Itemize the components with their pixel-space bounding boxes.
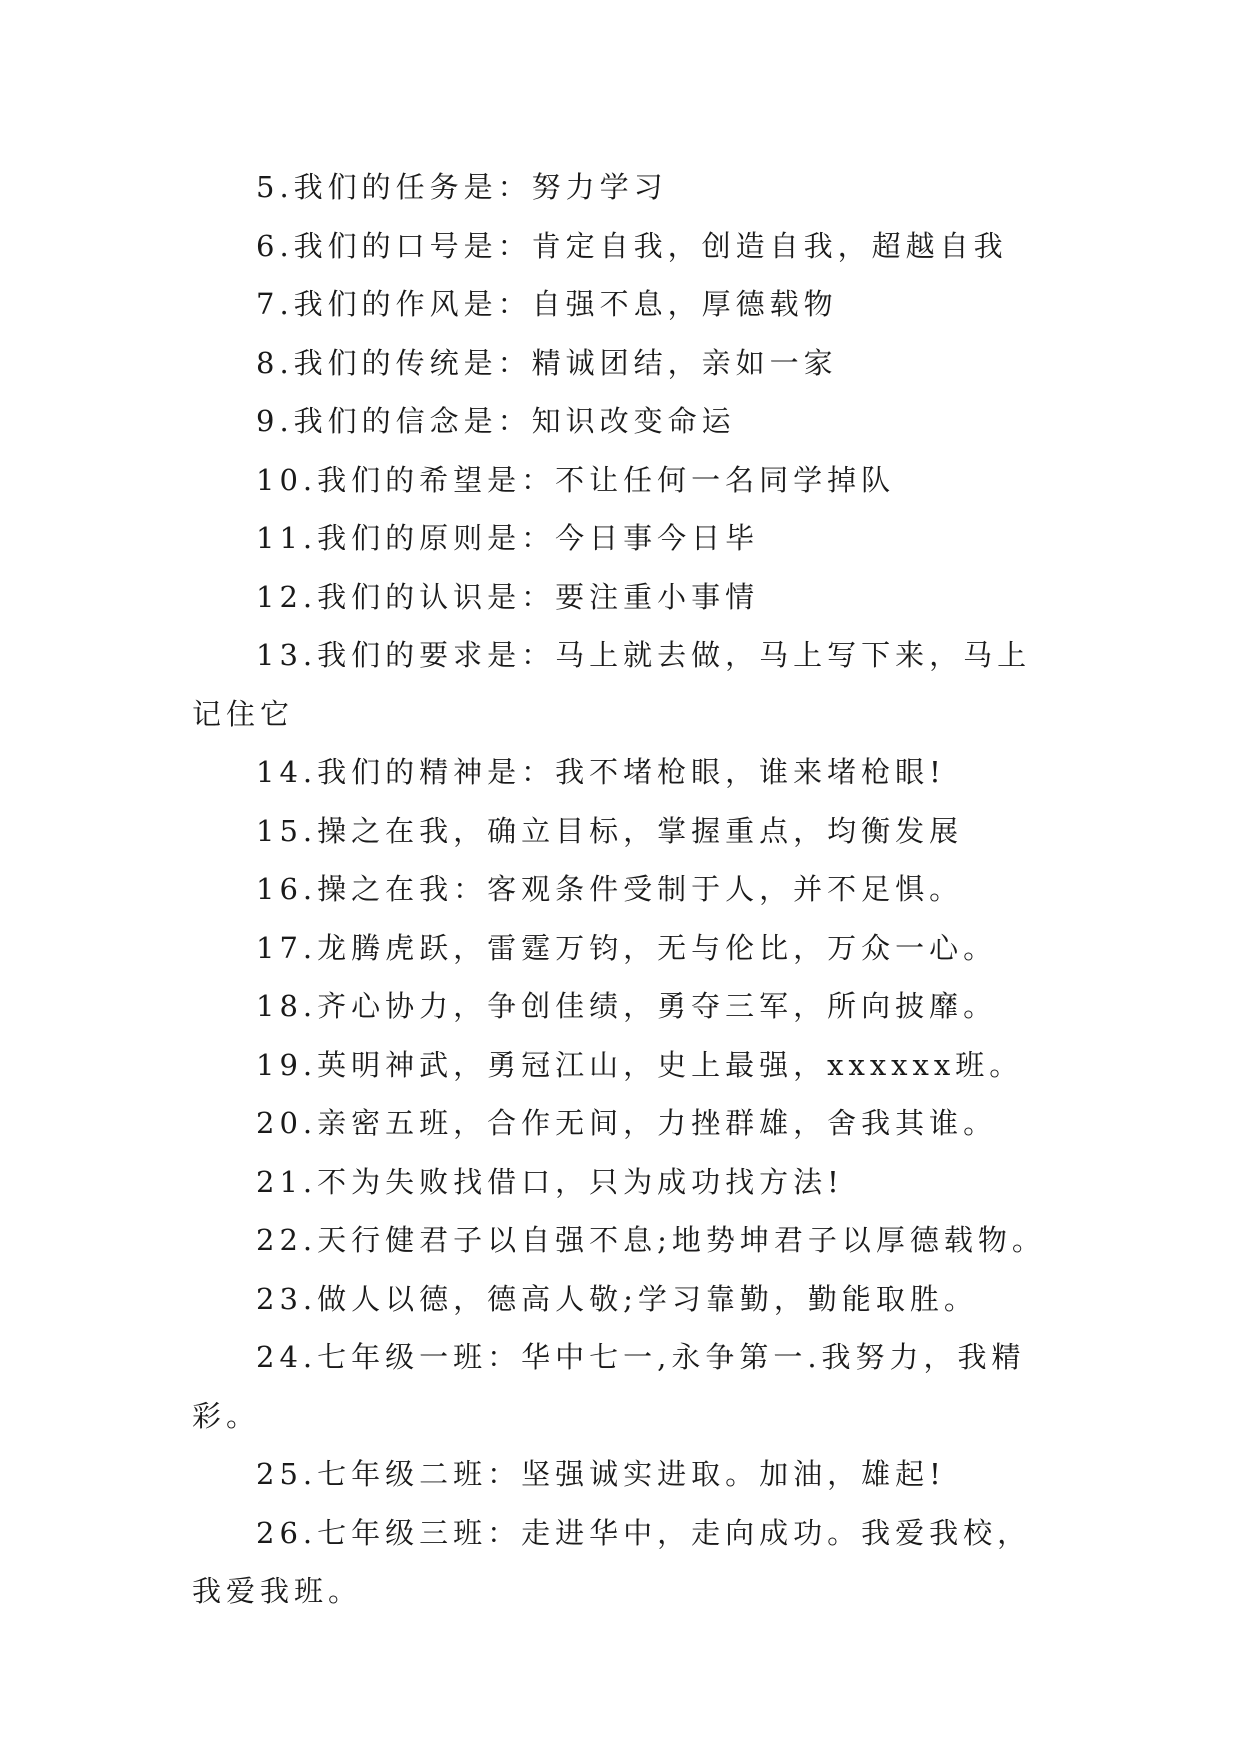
list-item: 25.七年级二班：坚强诚实进取。加油，雄起!: [256, 1457, 946, 1491]
list-item: 23.做人以德，德高人敬;学习靠勤，勤能取胜。: [256, 1281, 978, 1316]
list-item: 16.操之在我：客观条件受制于人，并不足惧。: [256, 872, 964, 906]
list-item: 22.天行健君子以自强不息;地势坤君子以厚德载物。: [256, 1223, 1046, 1257]
list-item: 7.我们的作风是：自强不息，厚德载物: [256, 287, 838, 321]
list-item: 13.我们的要求是：马上就去做，马上写下来，马上记住它: [192, 638, 1032, 731]
list-item: 10.我们的希望是：不让任何一名同学掉队: [256, 462, 896, 497]
list-item: 11.我们的原则是：今日事今日毕: [256, 521, 760, 555]
list-item: 17.龙腾虎跃，雷霆万钧，无与伦比，万众一心。: [256, 930, 998, 965]
list-item: 14.我们的精神是：我不堵枪眼，谁来堵枪眼!: [256, 755, 946, 789]
list-item: 8.我们的传统是：精诚团结，亲如一家: [256, 345, 838, 380]
list-item: 21.不为失败找借口，只为成功找方法!: [256, 1164, 844, 1199]
slogan-list: [192, 158, 1062, 1621]
list-item: 12.我们的认识是：要注重小事情: [256, 579, 760, 614]
list-item: 26.七年级三班：走进华中，走向成功。我爱我校，我爱我班。: [192, 1515, 1032, 1608]
list-item: 15.操之在我，确立目标，掌握重点，均衡发展: [256, 813, 964, 848]
list-item: 6.我们的口号是：肯定自我，创造自我，超越自我: [256, 228, 1008, 263]
list-item: 19.英明神武，勇冠江山，史上最强，xxxxxx班。: [256, 1047, 1024, 1082]
list-item: 24.七年级一班：华中七一,永争第一.我努力，我精彩。: [192, 1340, 1026, 1433]
list-item: 20.亲密五班，合作无间，力挫群雄，舍我其谁。: [256, 1106, 998, 1140]
list-item: 5.我们的任务是：努力学习: [256, 170, 668, 204]
list-item: 18.齐心协力，争创佳绩，勇夺三军，所向披靡。: [256, 989, 998, 1023]
list-item: 9.我们的信念是：知识改变命运: [256, 404, 736, 438]
